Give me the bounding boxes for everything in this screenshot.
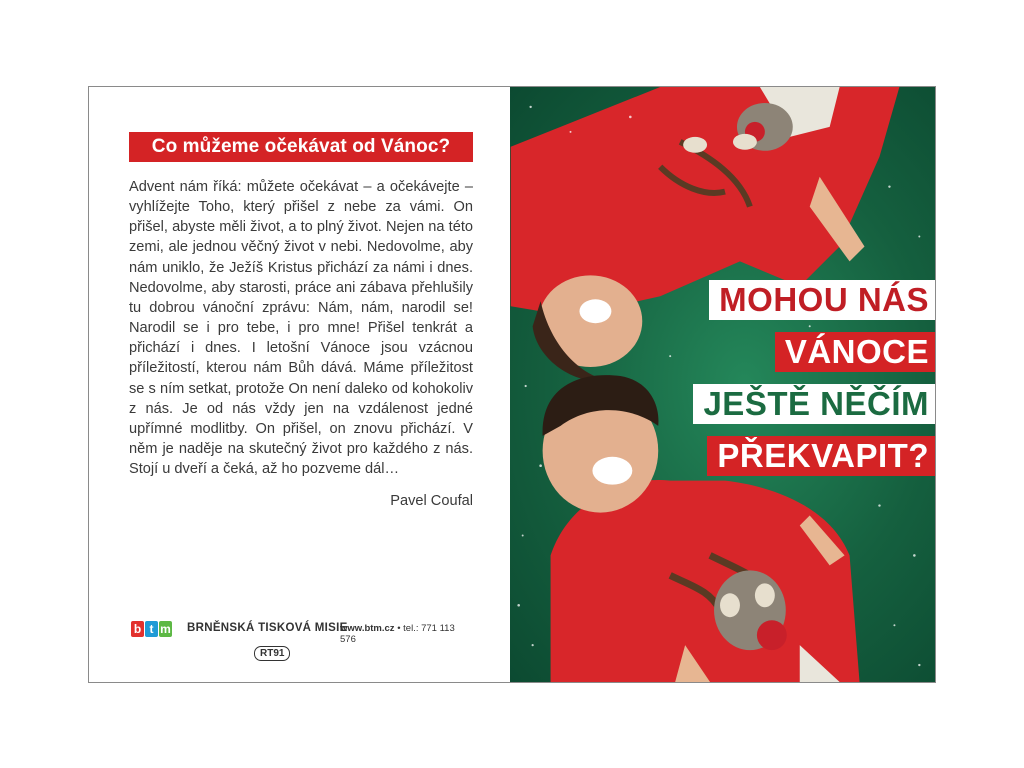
publisher-phone: • tel.: 771 113 576 [340, 623, 455, 645]
logo-letter-b: b [131, 621, 144, 637]
headline-line-4: PŘEKVAPIT? [707, 436, 936, 476]
logo-letter-t: t [145, 621, 158, 637]
body-paragraph: Advent nám říká: můžete očekávat – a očekávejte – vyhlížejte Toho, který přišel z nebe za vámi. On přišel, abyste měli život, a to plný život. Nejen na této zemi, ale jednou věčný život v nebi. Nedovolme, aby nám uniklo, že Ježíš Kristus přichází za námi i dnes. Nedovolme, aby starosti, práce ani zábava přehlušily tu dobrou vánoční zprávu: Nám, nám, narodil se! Narodil se i pro tebe, i pro mne! Přišel tenkrát a přichází i dnes. I letošní Vánoce jsou vzácnou příležitostí, kterou nám Bůh dává. Máme příležitost se s ním setkat, protože On není daleko od kohokoliv z nás. Je od nás vždy jen na vzdálenost jedné upřímné modlitby. On přišel, on znovu přichází. V něm je naděje na skutečný život pro každého z nás. Stojí u dveří a čeká, až ho pozveme dál… [129, 179, 473, 478]
logo-letter-m: m [160, 622, 171, 636]
headline-line-2: VÁNOCE [775, 332, 936, 372]
publisher-name: BRNĚNSKÁ TISKOVÁ MISIE [187, 622, 348, 634]
postcard [88, 86, 936, 683]
section-heading: Co můžeme očekávat od Vánoc? [129, 132, 473, 162]
publisher-website: www.btm.cz [340, 623, 395, 634]
btm-logo [131, 621, 172, 639]
author-signature: Pavel Coufal [390, 493, 473, 509]
product-code: RT91 [254, 646, 290, 661]
photo-panel [510, 87, 936, 682]
headline-line-3: JEŠTĚ NĚČÍM [693, 384, 936, 424]
publisher-footer [129, 619, 473, 645]
publisher-contact [340, 623, 473, 645]
text-panel [89, 87, 510, 682]
headline-line-1: MOHOU NÁS [709, 280, 936, 320]
